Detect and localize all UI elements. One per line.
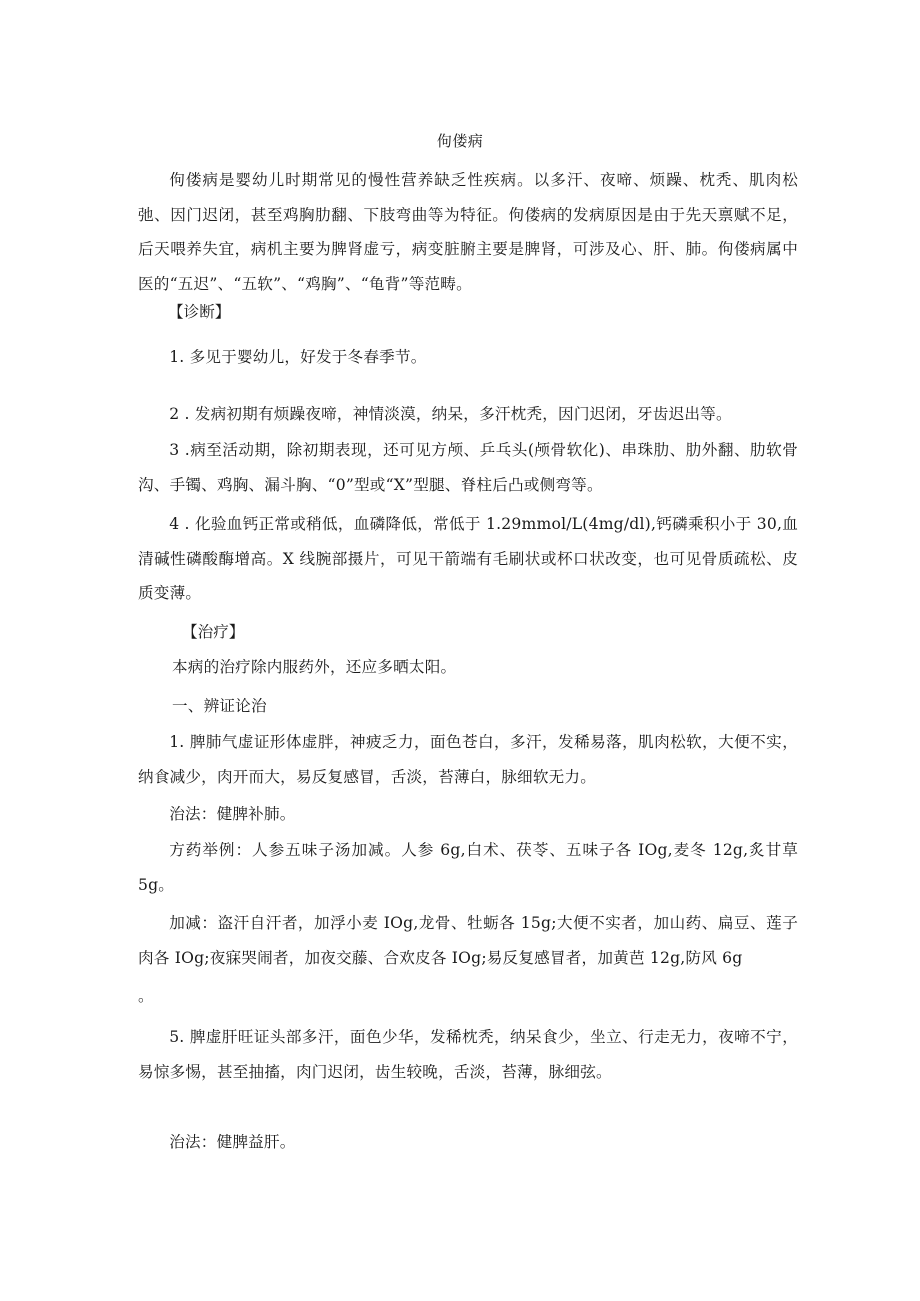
- stray-period: 。: [138, 987, 154, 1005]
- pattern1-method: 治法：健脾补肺。: [169, 805, 296, 823]
- diagnosis-heading: 【诊断】: [168, 303, 231, 321]
- diagnosis-item-4: 4 . 化验血钙正常或稍低，血磷降低，常低于 1.29mmol∕L(4mg∕dl),钙磷乘积小于 30,血清碱性磷酸酶增高。X 线腕部摄片，可见干箭端有毛刷状或杯口状改变，也可见骨质疏松、皮质变薄。: [138, 515, 798, 602]
- diagnosis-item-3: 3 .病至活动期，除初期表现，还可见方颅、乒乓头(颅骨软化)、串珠肋、肋外翻、肋软骨沟、手镯、鸡胸、漏斗胸、“0”型或“X”型腿、脊柱后凸或侧弯等。: [138, 441, 798, 494]
- pattern1-formula: 方药举例：人参五味子汤加减。人参 6g,白术、茯苓、五味子各 IOg,麦冬 12g,炙甘草 5g。: [138, 841, 798, 894]
- intro-paragraph: 佝偻病是婴幼儿时期常见的慢性营养缺乏性疾病。以多汗、夜啼、烦躁、枕秃、肌肉松弛、因门迟闭，甚至鸡胸肋翻、下肢弯曲等为特征。佝偻病的发病原因是由于先天禀赋不足，后天喂养失宜，病机主要为脾肾虚亏，病变脏腑主要是脾肾，可涉及心、肝、肺。佝偻病属中医的“五迟”、“五软”、“鸡胸”、“龟背”等范畴。: [138, 171, 798, 293]
- treatment-heading: 【治疗】: [182, 623, 245, 641]
- pattern1-description: 1. 脾肺气虚证形体虚胖，神疲乏力，面色苍白，多汗，发稀易落，肌肉松软，大便不实，纳食减少，肉开而大，易反复感冒，舌淡，苔薄白，脉细软无力。: [138, 733, 798, 786]
- treatment-intro: 本病的治疗除内服药外，还应多晒太阳。: [172, 658, 457, 676]
- diagnosis-item-2: 2 . 发病初期有烦躁夜啼，神情淡漠，纳呆，多汗枕秃，因门迟闭，牙齿迟出等。: [169, 405, 732, 423]
- diagnosis-item-1: 1. 多见于婴幼儿，好发于冬春季节。: [169, 348, 427, 366]
- pattern2-method: 治法：健脾益肝。: [169, 1133, 296, 1151]
- page-title: 佝偻病: [436, 132, 484, 150]
- section-one-heading: 一、辨证论治: [172, 697, 267, 715]
- pattern1-modification: 加减：盗汗自汗者，加浮小麦 IOg,龙骨、牡蛎各 15g;大便不实者，加山药、扁豆、莲子肉各 IOg;夜寐哭闹者，加夜交藤、合欢皮各 IOg;易反复感冒者，加黄芭 12g,防风 6g: [138, 914, 798, 967]
- pattern2-description: 5. 脾虚肝旺证头部多汗，面色少华，发稀枕秃，纳呆食少，坐立、行走无力，夜啼不宁，易惊多惕，甚至抽搐，肉门迟闭，齿生较晚，舌淡，苔薄，脉细弦。: [138, 1028, 798, 1081]
